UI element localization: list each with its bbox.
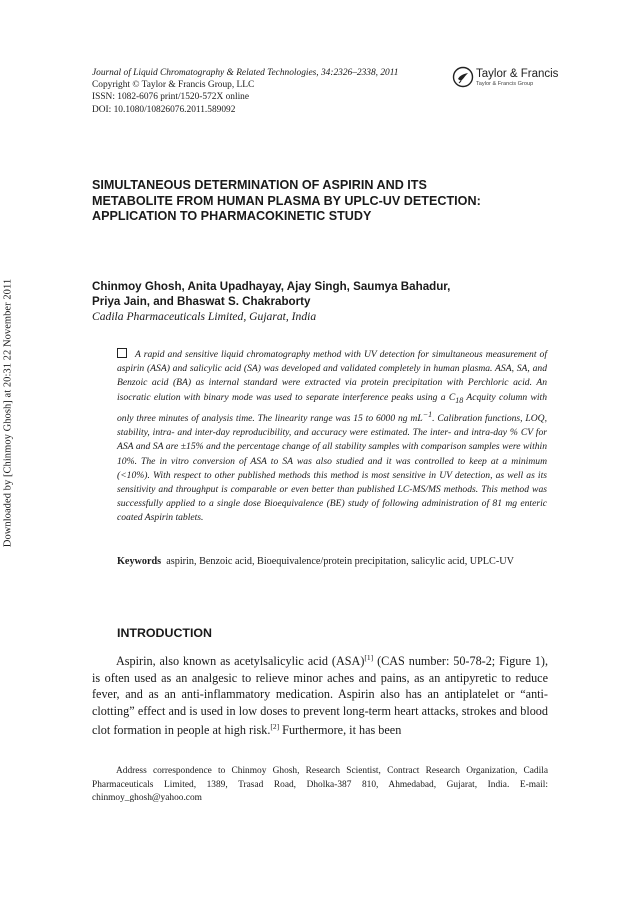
keywords <box>117 555 547 569</box>
affiliation: Cadila Pharmaceuticals Limited, Gujarat, India <box>92 310 317 323</box>
journal-header <box>92 67 452 116</box>
author-line: Priya Jain, and Bhaswat S. Chakraborty <box>92 295 311 309</box>
download-watermark <box>0 0 16 912</box>
author-list <box>92 279 562 310</box>
publisher-name: Taylor & Francis <box>476 68 559 80</box>
intro-text: Aspirin, also known as acetylsalicylic acid (ASA) <box>116 654 365 669</box>
publisher-group: Taylor & Francis Group <box>476 81 534 87</box>
correspondence-footnote: Address correspondence to Chinmoy Ghosh, Research Scientist, Contract Research Organization, Cadila Pharmaceuticals Limited, 1389, Trasad Road, Dholka-387 810, Ahmedabad, Gujarat, India. E-mail: chinmoy_ghosh@yahoo.com <box>92 766 548 804</box>
keywords-text: aspirin, Benzoic acid, Bioequivalence/protein precipitation, salicylic acid, UPLC-UV <box>166 556 514 567</box>
doi-line: DOI: 10.1080/10826076.2011.589092 <box>92 104 236 115</box>
tf-bird-icon <box>452 66 474 88</box>
abstract-text: A rapid and sensitive liquid chromatography method with UV detection for simultaneous measurement of aspirin (ASA) and salicylic acid (SA) was developed and validated completely in human plasma. ASA, SA, and Benzoic acid (BA) as internal standard were extracted via protein precipitation with Perchloric acid. An isocratic elution with binary mode was used to separate interference peaks using a C <box>117 349 547 403</box>
article-title <box>92 178 562 225</box>
abstract <box>117 348 547 526</box>
square-bullet-icon <box>117 348 127 358</box>
copyright-line: Copyright © Taylor & Francis Group, LLC <box>92 80 255 91</box>
issn-line: ISSN: 1082-6076 print/1520-572X online <box>92 92 250 103</box>
download-note: Downloaded by [Chinmoy Ghosh] at 20:31 22 November 2011 <box>2 278 14 548</box>
abstract-text: . Calibration functions, LOQ, stability, intra- and inter-day reproducibility, and accuracy were estimated. The inter- and intra-day % CV for ASA and SA are ±15% and the percentage change of all stability samples with comparison samples were within 10%. The in vitro conversion of ASA to SA was also studied and it was controlled to keep at a minimum (<10%). With respect to other published methods this method is most sensitive in UV detection, as well as its sensitivity and throughput is comparable or even better than published LC-MS/MS methods. This method was successfully applied to a single dose Bioequivalence (BE) study of following administration of 81 mg enteric coated Aspirin tablets. <box>117 412 547 524</box>
journal-citation: Journal of Liquid Chromatography & Related Technologies, 34:2326–2338, 2011 <box>92 68 399 78</box>
introduction-body <box>92 650 548 739</box>
keywords-label: Keywords <box>117 556 162 567</box>
introduction-heading: INTRODUCTION <box>117 626 212 640</box>
title-line: SIMULTANEOUS DETERMINATION OF ASPIRIN AND ITS <box>92 178 427 192</box>
reference-marker[interactable]: [2] <box>270 722 280 732</box>
superscript: −1 <box>422 409 433 419</box>
title-line: METABOLITE FROM HUMAN PLASMA BY UPLC-UV DETECTION: <box>92 193 481 208</box>
reference-marker[interactable]: [1] <box>364 653 374 662</box>
intro-text: Furthermore, it has been <box>279 723 402 738</box>
author-line: Chinmoy Ghosh, Anita Upadhayay, Ajay Singh, Saumya Bahadur, <box>92 280 451 293</box>
abstract-text: Acquity column with only three minutes of analysis time. The linearity range was 15 to 6000 ng mL <box>117 391 548 424</box>
publisher-logo <box>452 66 582 92</box>
subscript: 18 <box>455 395 464 405</box>
intro-text: (CAS number: 50-78-2; Figure 1), is often used as an analgesic to relieve minor aches and pains, as an antipyretic to reduce fever, and as an anti-inflammatory medication. Aspirin also has an antiplatelet or “anti-clotting” effect and is used in low doses to prevent long-term heart attacks, strokes and blood clot formation in people at high risk. <box>92 654 548 738</box>
title-line: APPLICATION TO PHARMACOKINETIC STUDY <box>92 209 372 224</box>
